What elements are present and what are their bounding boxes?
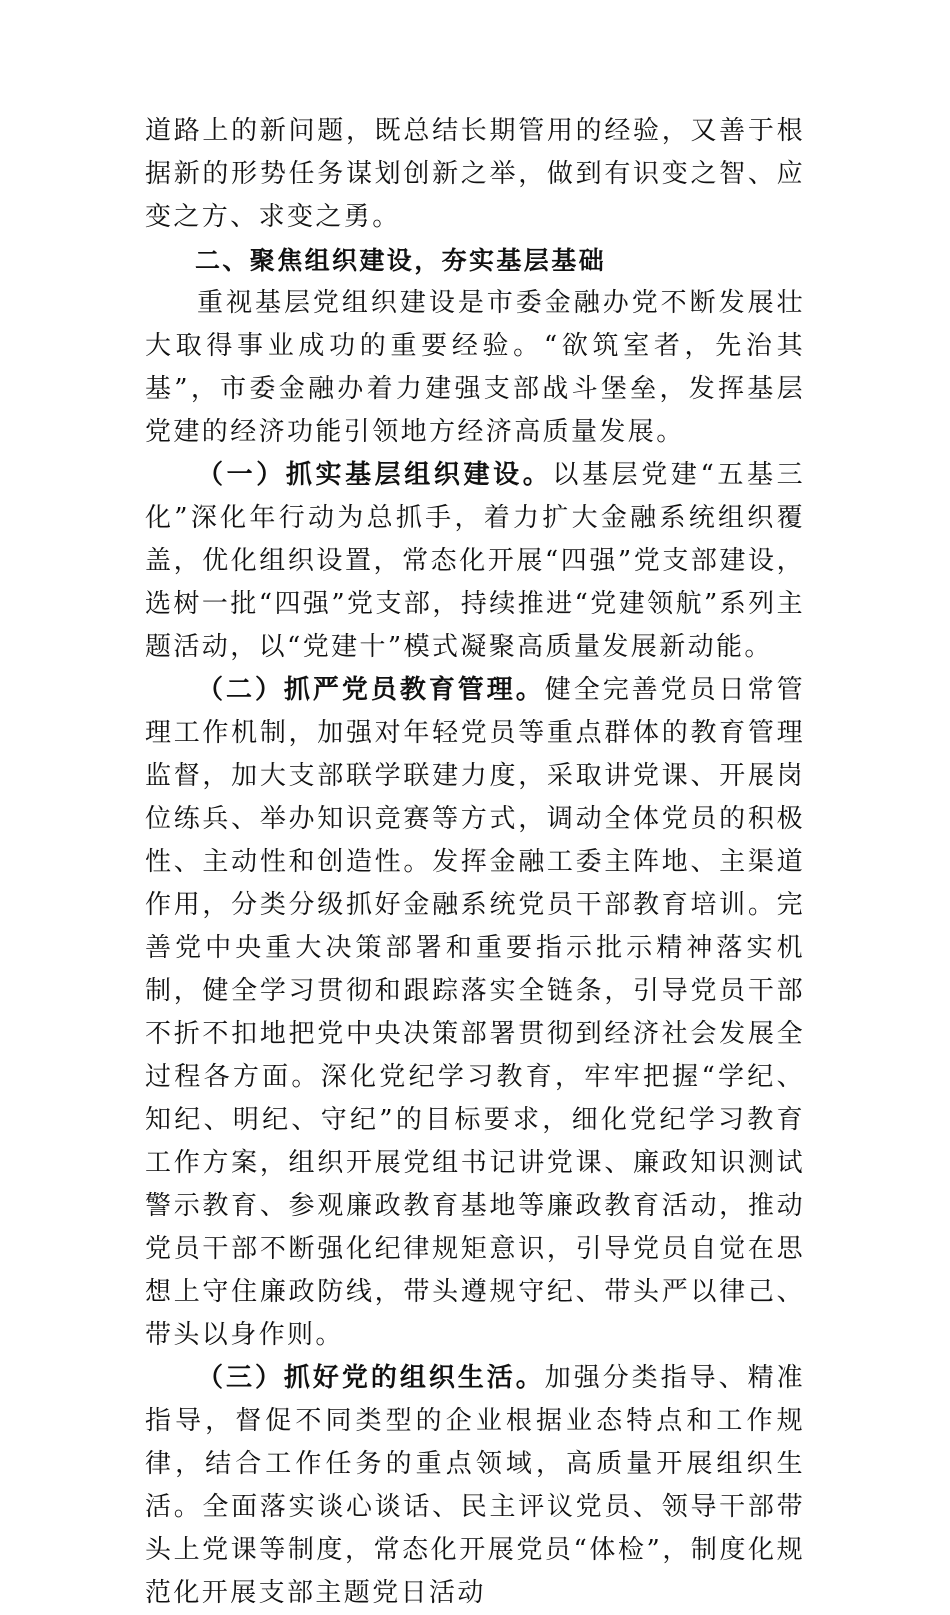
item-3-body: 加强分类指导、精准指导，督促不同类型的企业根据业态特点和工作规律，结合工作任务的重点领域，高质量开展组织生活。全面落实谈心谈话、民主评议党员、领导干部带头上党课等制度，常态化开展党员“体检”，制度化规范化开展支部主题党日活动	[145, 1363, 805, 1608]
item-2-heading: （二）抓严党员教育管理。	[197, 675, 545, 705]
section-intro-paragraph: 重视基层党组织建设是市委金融办党不断发展壮大取得事业成功的重要经验。“欲筑室者，先治其基”，市委金融办着力建强支部战斗堡垒，发挥基层党建的经济功能引领地方经济高质量发展。	[145, 288, 805, 447]
item-1-body: 以基层党建“五基三化”深化年行动为总抓手，着力扩大金融系统组织覆盖，优化组织设置，常态化开展“四强”党支部建设，选树一批“四强”党支部，持续推进“党建领航”系列主题活动，以“党建十”模式凝聚高质量发展新动能。	[145, 460, 805, 662]
document-page	[145, 110, 805, 1615]
item-1-paragraph	[145, 454, 805, 669]
item-3-heading: （三）抓好党的组织生活。	[197, 1363, 545, 1393]
item-2-body: 健全完善党员日常管理工作机制，加强对年轻党员等重点群体的教育管理监督，加大支部联学联建力度，采取讲党课、开展岗位练兵、举办知识竞赛等方式，调动全体党员的积极性、主动性和创造性。发挥金融工委主阵地、主渠道作用，分类分级抓好金融系统党员干部教育培训。完善党中央重大决策部署和重要指示批示精神落实机制，健全学习贯彻和跟踪落实全链条，引导党员干部不折不扣地把党中央决策部署贯彻到经济社会发展全过程各方面。深化党纪学习教育，牢牢把握“学纪、知纪、明纪、守纪”的目标要求，细化党纪学习教育工作方案，组织开展党组书记讲党课、廉政知识测试警示教育、参观廉政教育基地等廉政教育活动，推动党员干部不断强化纪律规矩意识，引导党员自觉在思想上守住廉政防线，带头遵规守纪、带头严以律己、带头以身作则。	[145, 675, 805, 1350]
section-heading: 二、聚焦组织建设，夯实基层基础	[195, 246, 607, 275]
item-2-paragraph	[145, 669, 805, 1357]
item-1-heading: （一）抓实基层组织建设。	[197, 460, 553, 490]
continuation-paragraph: 道路上的新问题，既总结长期管用的经验，又善于根据新的形势任务谋划创新之举，做到有识变之智、应变之方、求变之勇。	[145, 116, 805, 232]
item-3-paragraph	[145, 1357, 805, 1615]
